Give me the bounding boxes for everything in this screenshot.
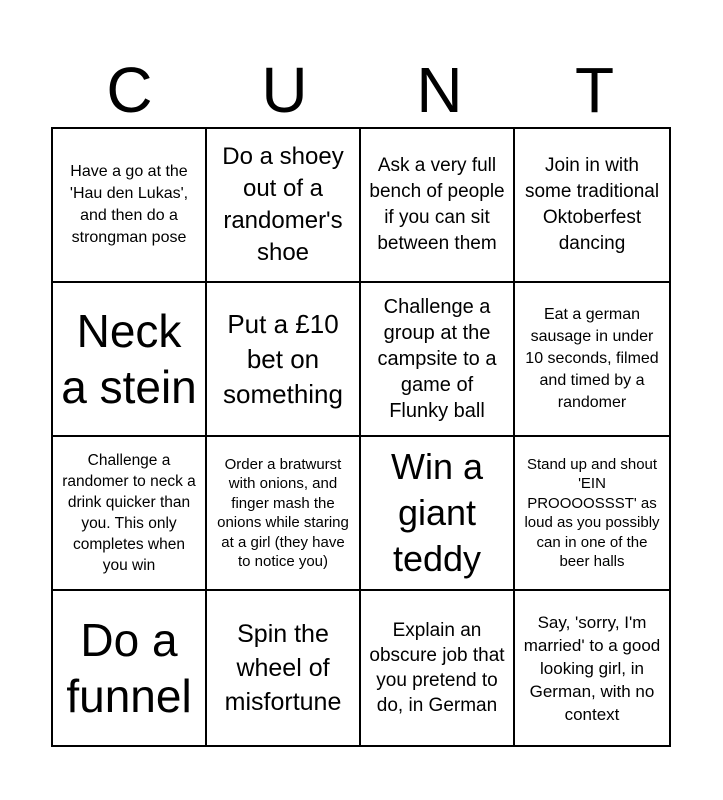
bingo-cell[interactable]: [53, 129, 207, 283]
bingo-cell[interactable]: [361, 591, 515, 745]
cell-text: Ask a very full bench of people if you can sit between them: [369, 155, 505, 254]
header-letter: N: [416, 54, 463, 126]
cell-text: Have a go at the 'Hau den Lukas', and then do a strongman pose: [69, 163, 189, 246]
bingo-cell[interactable]: [515, 437, 669, 591]
bingo-cell[interactable]: [515, 591, 669, 745]
cell-text: Explain an obscure job that you pretend to do, in German: [369, 620, 505, 716]
cell-text: Win a giant teddy: [390, 446, 484, 579]
cell-text: Order a bratwurst with onions, and finger mash the onions while staring at a girl (they have to notice you): [217, 455, 349, 570]
bingo-cell[interactable]: [53, 283, 207, 437]
cell-text: Spin the wheel of misfortune: [224, 620, 342, 716]
bingo-cell[interactable]: [361, 437, 515, 591]
bingo-board: [51, 127, 671, 747]
bingo-cell[interactable]: [361, 129, 515, 283]
bingo-cell[interactable]: [361, 283, 515, 437]
bingo-cell[interactable]: [207, 437, 361, 591]
bingo-header: [52, 52, 672, 128]
bingo-cell[interactable]: [207, 129, 361, 283]
bingo-cell[interactable]: [207, 283, 361, 437]
cell-text: Put a £10 bet on something: [223, 308, 343, 409]
bingo-cell[interactable]: [53, 437, 207, 591]
header-letter: U: [261, 54, 308, 126]
header-letter: C: [106, 54, 153, 126]
bingo-cell[interactable]: [207, 591, 361, 745]
bingo-cell[interactable]: [515, 129, 669, 283]
cell-text: Say, 'sorry, I'm married' to a good looking girl, in German, with no context: [523, 612, 661, 724]
cell-text: Eat a german sausage in under 10 seconds, filmed and timed by a randomer: [525, 306, 659, 411]
bingo-cell[interactable]: [53, 591, 207, 745]
header-letter: T: [574, 54, 615, 126]
cell-text: Stand up and shout 'EIN PROOOOSSST' as loud as you possibly can in one of the beer halls: [524, 455, 660, 570]
cell-text: Challenge a group at the campsite to a game of Flunky ball: [377, 296, 497, 422]
bingo-cell[interactable]: [515, 283, 669, 437]
cell-text: Challenge a randomer to neck a drink quicker than you. This only completes when you win: [62, 452, 196, 574]
cell-text: Do a funnel: [66, 614, 192, 722]
cell-text: Do a shoey out of a randomer's shoe: [222, 143, 344, 266]
cell-text: Neck a stein: [61, 305, 197, 413]
cell-text: Join in with some traditional Oktoberfest dancing: [524, 155, 660, 254]
